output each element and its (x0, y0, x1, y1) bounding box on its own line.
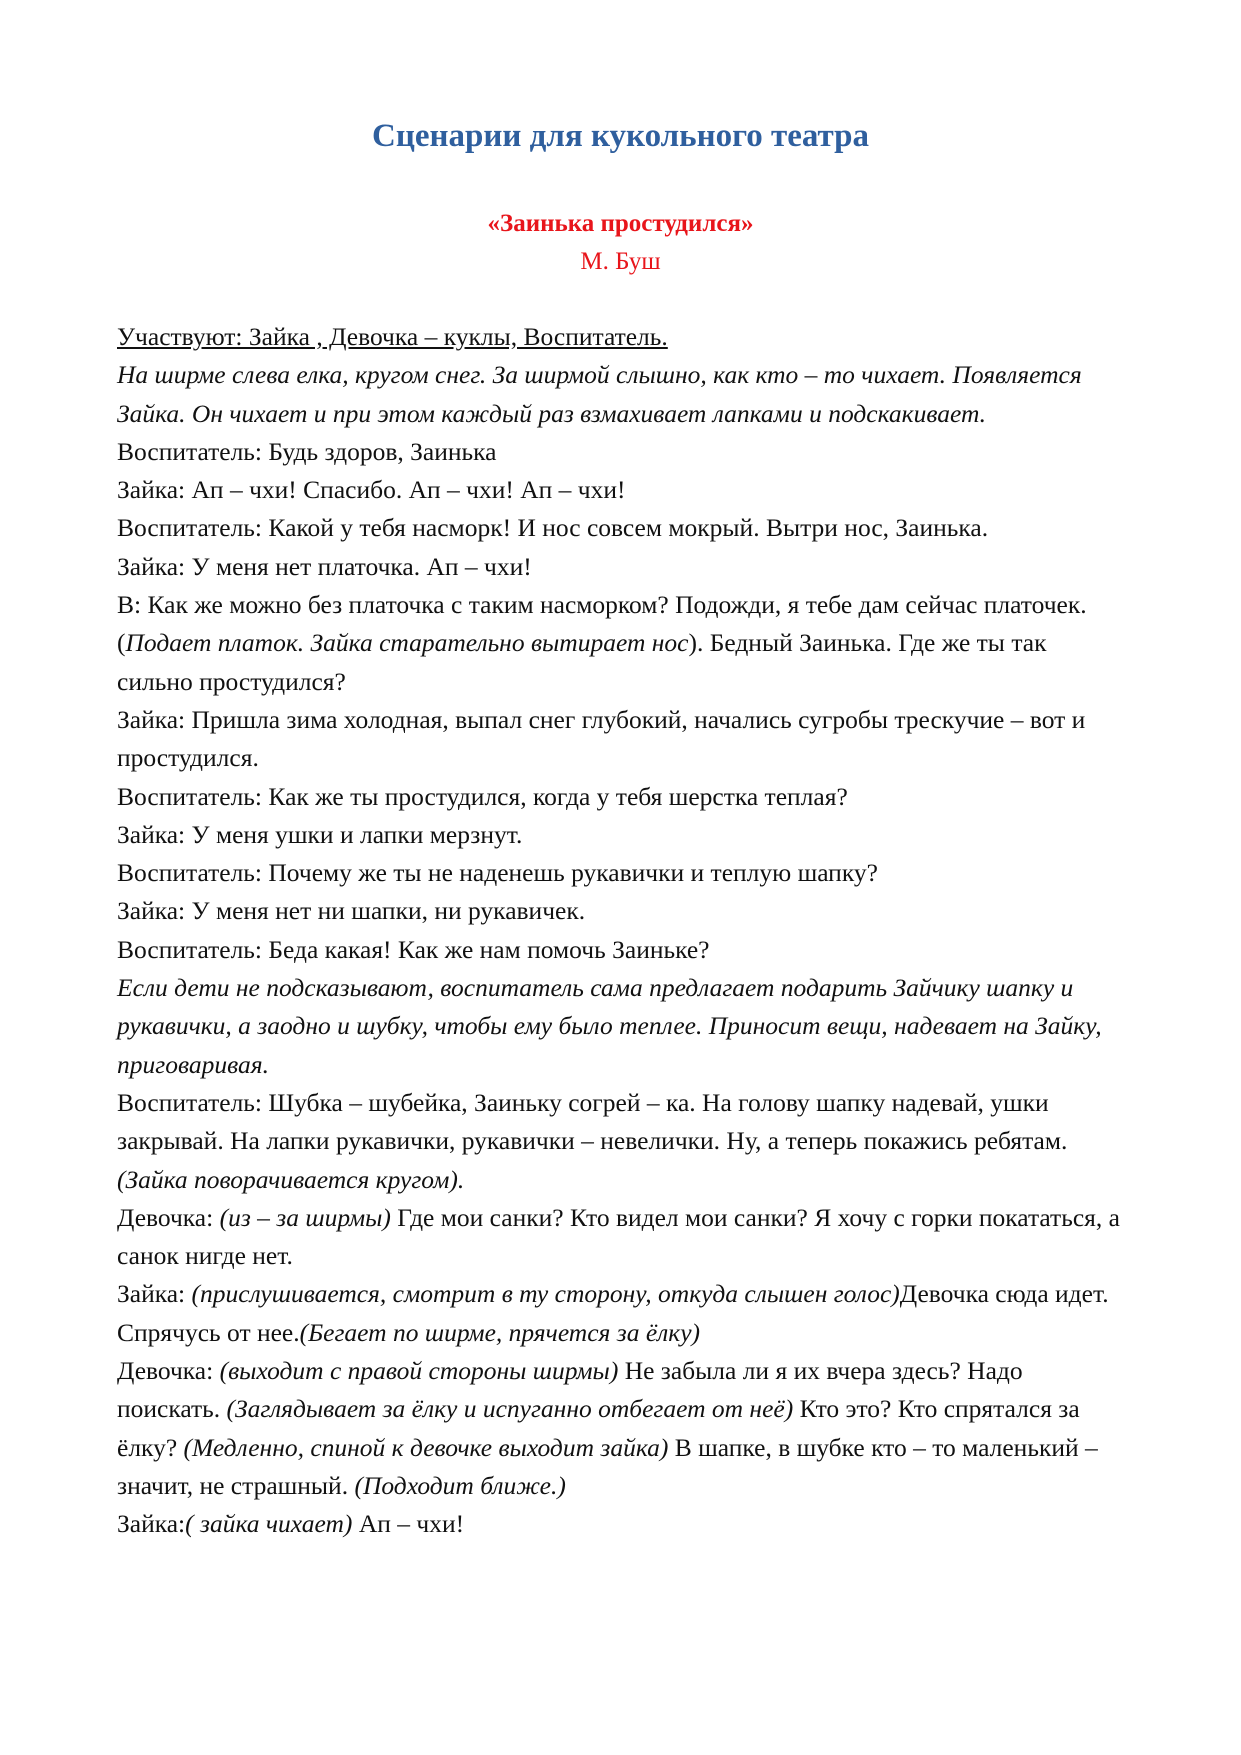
dialogue-text: Не забыла ли я их вчера здесь? Надо поискать. (117, 1356, 1023, 1424)
dialogue-text: Воспитатель: Какой у тебя насморк! И нос совсем мокрый. Вытри нос, Заинька. (117, 513, 989, 543)
stage-direction: (Медленно, спиной к девочке выходит зайка) (183, 1432, 669, 1462)
play-title: «Заинька простудился» (487, 210, 754, 237)
dialogue-text: Девочка: (117, 1356, 220, 1386)
stage-direction: Подает платок. Зайка старательно вытирает нос (125, 628, 689, 658)
stage-direction: На ширме слева елка, кругом снег. За ширмой слышно, как кто – то чихает. Появляется Зайка. Он чихает и при этом каждый раз взмахивает лапками и подскакивает. (117, 360, 1082, 428)
script-paragraph (117, 892, 1127, 930)
script-paragraph (117, 1352, 1127, 1505)
dialogue-text: Зайка: Пришла зима холодная, выпал снег глубокий, начались сугробы трескучие – вот и простудился. (117, 704, 1086, 773)
dialogue-text: Воспитатель: Почему же ты не наденешь рукавички и теплую шапку? (117, 858, 878, 888)
dialogue-text: Девочка сюда идет. Спрячусь от нее. (117, 1279, 1109, 1347)
dialogue-text: Воспитатель: Будь здоров, Заинька (117, 436, 497, 466)
dialogue-text: Зайка: (117, 1509, 186, 1539)
stage-direction: (Подходит ближе.) (354, 1470, 566, 1500)
dialogue-text: Зайка: У меня нет ни шапки, ни рукавичек. (117, 896, 586, 926)
document-title: Сценарии для кукольного театра (372, 118, 869, 154)
script-paragraph (117, 318, 1127, 356)
dialogue-text: Воспитатель: Как же ты простудился, когда у тебя шерстка теплая? (117, 781, 848, 811)
stage-direction: (прислушивается, смотрит в ту сторону, откуда слышен голос) (191, 1279, 900, 1309)
dialogue-text: Ап – чхи! (352, 1509, 465, 1539)
cast-list: Участвуют: Зайка , Девочка – куклы, Воспитатель. (117, 322, 668, 351)
dialogue-text: Воспитатель: Шубка – шубейка, Заиньку согрей – ка. На голову шапку надевай, ушки закрывай. На лапки рукавички, рукавички – невелички. Ну, а теперь покажись ребятам. (117, 1087, 1068, 1156)
stage-direction: (Бегает по ширме, прячется за ёлку) (299, 1317, 701, 1347)
script-paragraph (117, 356, 1127, 433)
script-paragraph (117, 1275, 1127, 1352)
script-paragraph (117, 1199, 1127, 1276)
script-paragraph (117, 931, 1127, 969)
script-body (117, 318, 1127, 1544)
script-paragraph (117, 701, 1127, 778)
stage-direction: Если дети не подсказывают, воспитатель сама предлагает подарить Зайчику шапку и рукавички, а заодно и шубку, чтобы ему было теплее. Приносит вещи, надевает на Зайку, приговаривая. (117, 973, 1102, 1079)
dialogue-text: В: Как же можно без платочка с таким насморком? Подожди, я тебе дам сейчас платочек. ( (117, 590, 1087, 658)
dialogue-text: Зайка: (117, 1279, 192, 1309)
dialogue-text: Кто это? Кто спрятался за ёлку? (117, 1394, 1080, 1462)
script-paragraph (117, 1505, 1127, 1543)
stage-direction: (из – за ширмы) (219, 1202, 391, 1232)
dialogue-text: ). Бедный Заинька. Где же ты так сильно простудился? (117, 628, 1047, 696)
dialogue-text: Зайка: Ап – чхи! Спасибо. Ап – чхи! Ап – чхи! (117, 475, 626, 505)
dialogue-text: Зайка: У меня нет платочка. Ап – чхи! (117, 551, 532, 581)
dialogue-text: В шапке, в шубке кто – то маленький – значит, не страшный. (117, 1432, 1098, 1500)
script-paragraph (117, 1161, 1127, 1199)
dialogue-text: Зайка: У меня ушки и лапки мерзнут. (117, 819, 523, 849)
script-paragraph (117, 969, 1127, 1084)
stage-direction: ( зайка чихает) (185, 1509, 353, 1539)
script-paragraph (117, 471, 1127, 509)
script-paragraph (117, 548, 1127, 586)
script-paragraph (117, 433, 1127, 471)
script-paragraph (117, 1084, 1127, 1161)
stage-direction: (выходит с правой стороны ширмы) (219, 1356, 619, 1386)
script-paragraph (117, 778, 1127, 816)
script-paragraph (117, 586, 1127, 701)
script-paragraph (117, 509, 1127, 547)
dialogue-text: Воспитатель: Беда какая! Как же нам помочь Заиньке? (117, 934, 710, 964)
script-paragraph (117, 816, 1127, 854)
dialogue-text: Девочка: (117, 1202, 220, 1232)
stage-direction: (Зайка поворачивается кругом). (117, 1164, 465, 1194)
script-paragraph (117, 854, 1127, 892)
play-author: М. Буш (580, 248, 661, 275)
dialogue-text: Где мои санки? Кто видел мои санки? Я хочу с горки покататься, а санок нигде нет. (117, 1202, 1120, 1271)
stage-direction: (Заглядывает за ёлку и испуганно отбегает от неё) (226, 1394, 794, 1424)
